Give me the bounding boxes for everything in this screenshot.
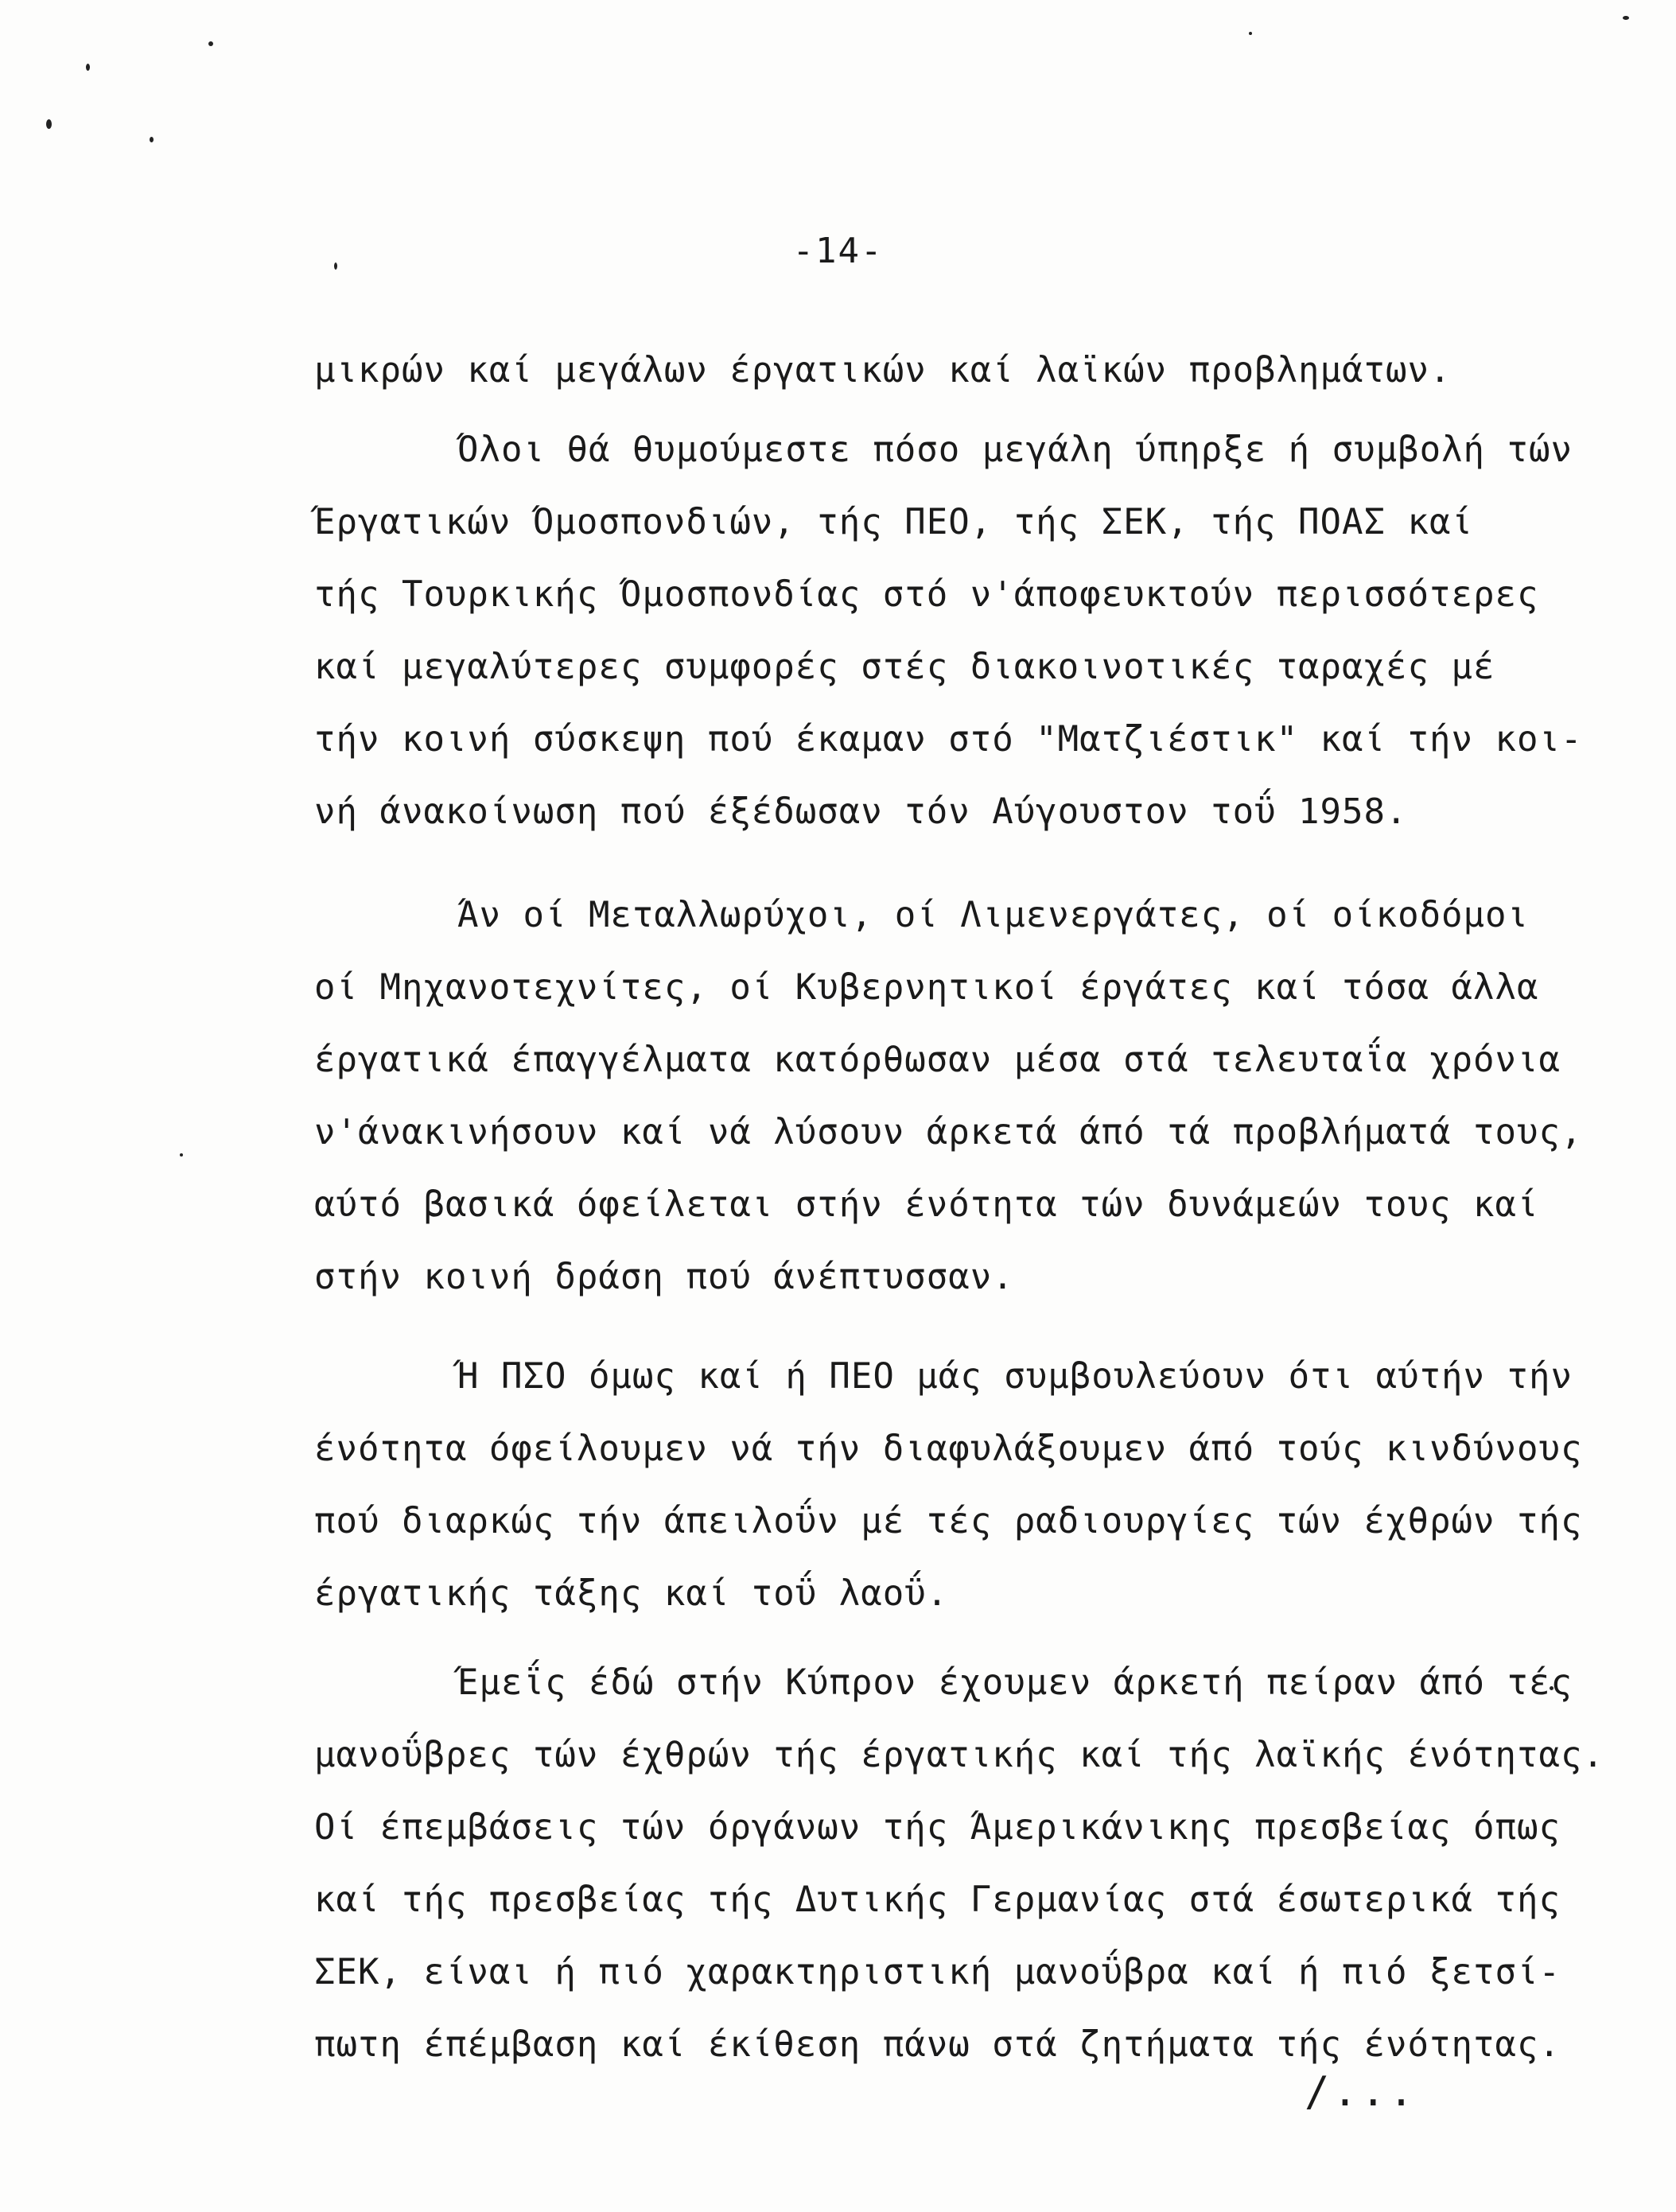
scan-speck — [180, 1153, 183, 1157]
text-line: μικρών καί μεγάλων έργατικών καί λαϊκών προβλημάτων. — [314, 350, 1452, 391]
paragraph-1 — [314, 334, 1555, 406]
text-line: οί Μηχανοτεχνίτες, οί Κυβερνητικοί έργάτες καί τόσα άλλα — [314, 967, 1539, 1008]
text-line: Ή ΠΣΟ όμως καί ή ΠΕΟ μάς συμβουλεύουν ότι αύτήν τήν — [457, 1356, 1573, 1397]
paragraph-3 — [314, 879, 1583, 1313]
text-line: ένότητα όφείλουμεν νά τήν διαφυλάξουμεν άπό τούς κινδύνους — [314, 1429, 1583, 1469]
paragraph-4 — [314, 1340, 1583, 1630]
text-line: Έργατικών Όμοσπονδιών, τής ΠΕΟ, τής ΣΕΚ, τής ΠΟΑΣ καί — [314, 502, 1473, 542]
text-line: ΣΕΚ, είναι ή πιό χαρακτηριστική μανοΰβρα καί ή πιό ξετσί- — [314, 1952, 1561, 1992]
text-line: Έμεΐς έδώ στήν Κύπρον έχουμεν άρκετή πείραν άπό τές — [457, 1662, 1573, 1703]
text-line: στήν κοινή δράση πού άνέπτυσσαν. — [314, 1257, 1014, 1297]
text-line: καί μεγαλύτερες συμφορές στές διακοινοτικές ταραχές μέ — [314, 647, 1495, 687]
text-line: νή άνακοίνωση πού έξέδωσαν τόν Αύγουστον τοΰ 1958. — [314, 791, 1408, 832]
page-number: -14- — [792, 231, 884, 271]
scan-speck — [46, 119, 52, 129]
text-line: τής Τουρκικής Όμοσπονδίας στό ν'άποφευκτούν περισσότερες — [314, 574, 1539, 615]
text-line: μανοΰβρες τών έχθρών τής έργατικής καί τής λαϊκής ένότητας. — [314, 1735, 1604, 1775]
text-line: Όλοι θά θυμούμεστε πόσο μεγάλη ύπηρξε ή συμβολή τών — [457, 430, 1573, 470]
paragraph-5 — [314, 1646, 1604, 2081]
scan-speck — [1623, 16, 1629, 20]
text-line: πού διαρκώς τήν άπειλοΰν μέ τές ραδιουργίες τών έχθρών τής — [314, 1501, 1583, 1541]
text-line: Άν οί Μεταλλωρύχοι, οί Λιμενεργάτες, οί οίκοδόμοι — [457, 895, 1530, 935]
scan-speck — [208, 41, 213, 46]
text-line: καί τής πρεσβείας τής Δυτικής Γερμανίας στά έσωτερικά τής — [314, 1880, 1561, 1920]
scan-speck — [150, 137, 154, 142]
text-line: έργατικής τάξης καί τοΰ λαοΰ. — [314, 1573, 949, 1614]
text-line: Οί έπεμβάσεις τών όργάνων τής Άμερικάνικης πρεσβείας όπως — [314, 1807, 1561, 1848]
scan-speck — [86, 64, 90, 71]
text-line: ν'άνακινήσουν καί νά λύσουν άρκετά άπό τά προβλήματά τους, — [314, 1112, 1583, 1153]
text-line: έργατικά έπαγγέλματα κατόρθωσαν μέσα στά τελευταΐα χρόνια — [314, 1040, 1561, 1080]
scan-speck — [1249, 32, 1252, 35]
text-line: πωτη έπέμβαση καί έκίθεση πάνω στά ζητήματα τής ένότητας. — [314, 2024, 1561, 2065]
text-line: τήν κοινή σύσκεψη πού έκαμαν στό "Ματζιέστικ" καί τήν κοι- — [314, 719, 1583, 760]
paragraph-2 — [314, 414, 1583, 848]
continuation-mark: /... — [1305, 2068, 1417, 2116]
text-line: αύτό βασικά όφείλεται στήν ένότητα τών δυνάμεών τους καί — [314, 1184, 1539, 1225]
